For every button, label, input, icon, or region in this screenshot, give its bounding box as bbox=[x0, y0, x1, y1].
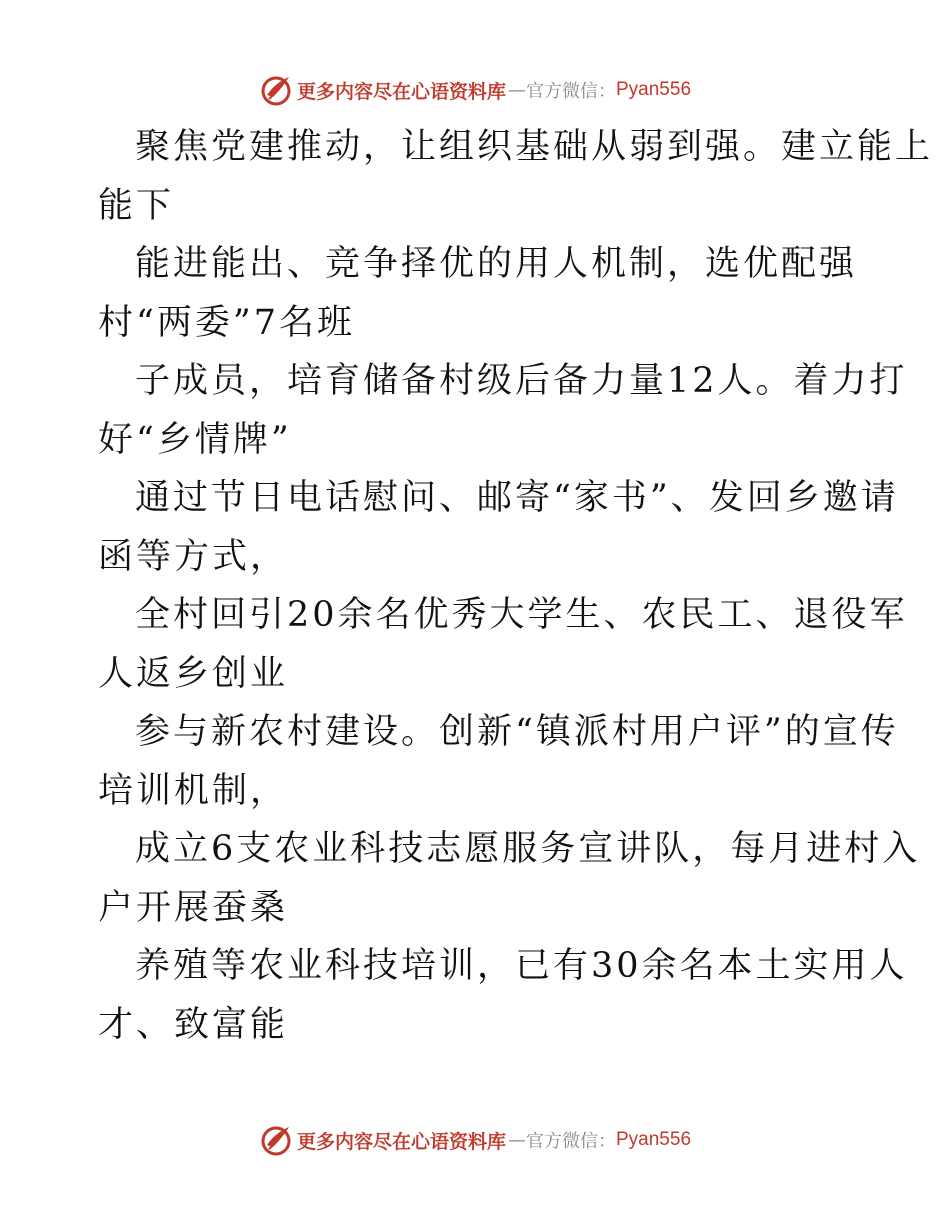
text-line: 参与新农村建设。创新“镇派村用户评”的宣传 bbox=[135, 712, 899, 752]
text-line: 能下 bbox=[98, 185, 175, 226]
text-line: 养殖等农业科技培训，已有30余名本土实用人 bbox=[135, 946, 908, 986]
text-line: 户开展蚕桑 bbox=[98, 887, 289, 928]
text-line: 成立6支农业科技志愿服务宣讲队，每月进村入 bbox=[135, 829, 921, 869]
footer-brand: 更多内容尽在心语资料库 bbox=[296, 1130, 506, 1153]
text-line: 好“乡情牌” bbox=[98, 419, 292, 460]
quill-pen-logo-icon bbox=[259, 73, 293, 107]
footer-wechat-id: Pyan556 bbox=[616, 1129, 692, 1150]
text-line: 子成员，培育储备村级后备力量12人。着力打 bbox=[135, 361, 908, 401]
text-line: 全村回引20余名优秀大学生、农民工、退役军 bbox=[135, 595, 908, 635]
text-line: 才、致富能 bbox=[98, 1004, 289, 1045]
text-line: 人返乡创业 bbox=[98, 653, 289, 694]
text-line: 能进能出、竞争择优的用人机制，选优配强 bbox=[135, 244, 858, 284]
text-line: 村“两委”7名班 bbox=[98, 302, 356, 343]
footer-separator: — bbox=[508, 1129, 526, 1151]
footer-banner bbox=[0, 1120, 950, 1160]
header-banner bbox=[0, 70, 950, 110]
header-wechat-label: 官方微信： bbox=[526, 81, 616, 102]
header-brand: 更多内容尽在心语资料库 bbox=[296, 80, 506, 103]
text-line: 培训机制， bbox=[98, 770, 289, 811]
header-wechat-id: Pyan556 bbox=[616, 79, 692, 100]
header-separator: — bbox=[508, 79, 526, 101]
text-line: 函等方式， bbox=[98, 536, 289, 577]
text-line: 聚焦党建推动，让组织基础从弱到强。建立能上 bbox=[135, 127, 934, 167]
footer-wechat-label: 官方微信： bbox=[526, 1131, 616, 1152]
text-line: 通过节日电话慰问、邮寄“家书”、发回乡邀请 bbox=[135, 478, 899, 518]
document-body bbox=[98, 118, 934, 1054]
quill-pen-logo-icon bbox=[259, 1123, 293, 1157]
